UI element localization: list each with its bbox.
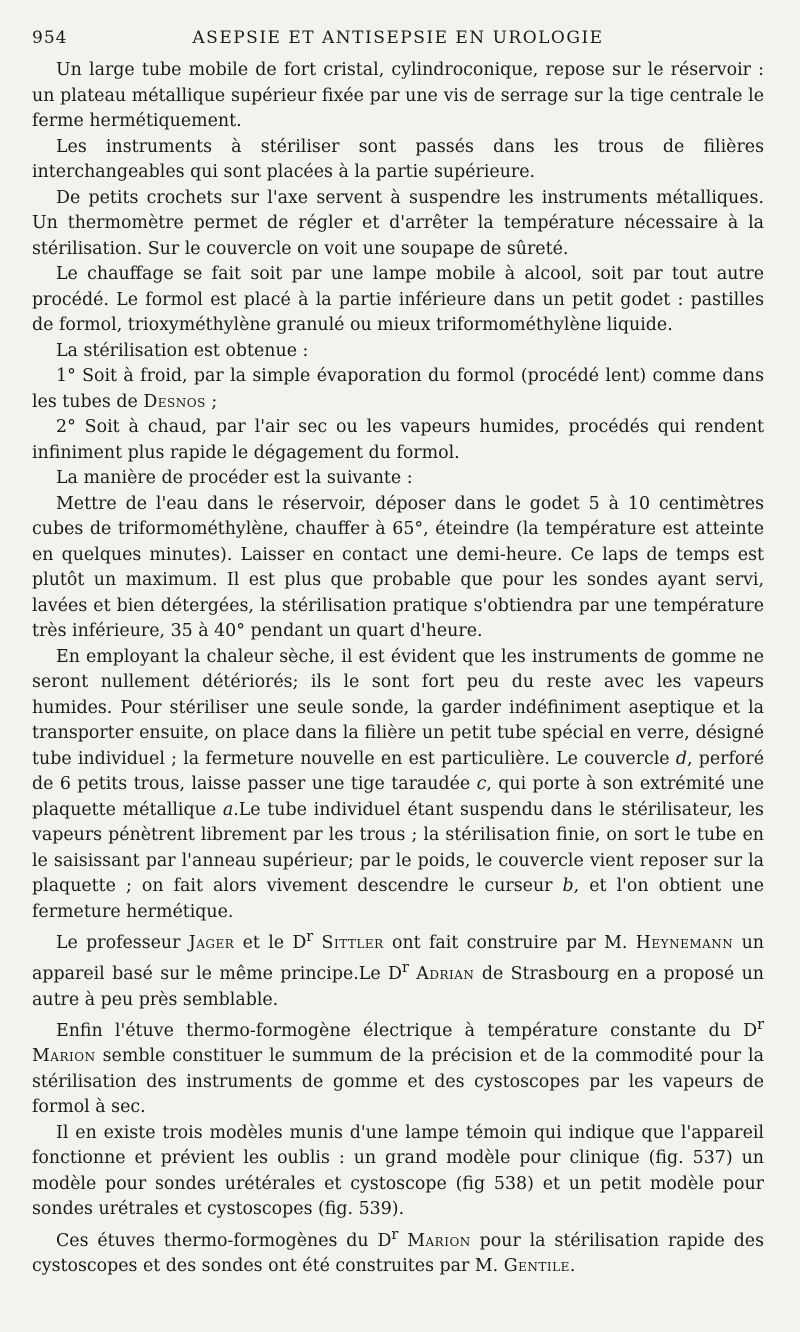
paragraph: 2° Soit à chaud, par l'air sec ou les vapeurs humides, procédés qui rendent infiniment plus rapide le dégagement du formol. (32, 417, 764, 463)
paragraph: La stérilisation est obtenue : (56, 340, 309, 361)
paragraph (32, 645, 764, 926)
author-name: Sittler (321, 932, 384, 953)
author-name: Heynemann (635, 932, 734, 953)
text-run: pour la stérilisation rapide des cystoscopes et des sondes ont été construites par M. (32, 1230, 764, 1277)
text-run: Le professeur (56, 932, 189, 953)
text-run: , et l'on obtient une fermeture hermétique. (32, 876, 765, 922)
text-run: . (569, 1256, 576, 1277)
superscript: r (401, 960, 409, 977)
paragraph: Il en existe trois modèles munis d'une lampe témoin qui indique que l'appareil fonctionne et prévient les oublis : un grand modèle pour clinique (fig. 537) un modèle pour sondes urétérales et cystoscope (fig 538) et un petit modèle pour sondes urétrales et cystoscopes (fig. 539). (32, 1122, 764, 1220)
text-run: 1° Soit à froid, par la simple évaporation du formol (procédé lent) comme dans les tubes de (32, 366, 764, 412)
text-run: ont fait construire par M. (383, 932, 636, 953)
paragraph: Le chauffage se fait soit par une lampe mobile à alcool, soit par tout autre procédé. Le formol est placé à la partie inférieure dans un petit godet : pastilles de formol, trioxyméthylène granulé ou mieux triformométhylène liquide. (32, 264, 764, 335)
paragraph (32, 1223, 764, 1280)
author-name: Gentile (503, 1256, 570, 1277)
text-run: .Le tube individuel étant suspendu dans le stérilisateur, les vapeurs pénètrent librement par les trous ; la stérilisation finie, on sort le tube en le saisissant par l'anneau supérieur; par le poids, le couvercle vient reposer sur la plaquette ; on fait alors vivement descendre le curseur (32, 799, 764, 896)
running-title: ASEPSIE ET ANTISEPSIE EN UROLOGIE (192, 28, 604, 48)
superscript: r (757, 1017, 764, 1034)
text-run: et le D (234, 932, 307, 953)
text-run: ; (205, 391, 218, 412)
author-name: Marion (32, 1046, 96, 1067)
text-run: , perforé de 6 petits trous, laisse passer une tige taraudée (32, 748, 764, 794)
page-number: 954 (32, 28, 68, 48)
author-name: Adrian (416, 964, 475, 985)
paragraph: De petits crochets sur l'axe servent à suspendre les instruments métalliques. Un thermomètre permet de régler et d'arrêter la température nécessaire à la stérilisation. Sur le couvercle on voit une soupape de sûreté. (32, 187, 764, 259)
text-run: semble constituer le summum de la précision et de la commodité pour la stérilisation des instruments de gomme et des cystoscopes par les vapeurs de formol à sec. (32, 1046, 764, 1118)
paragraph: Les instruments à stériliser sont passés dans les trous de filières interchangeables qui sont placées à la partie supérieure. (32, 136, 764, 182)
superscript: r (391, 1226, 399, 1243)
paragraph (32, 1013, 764, 1121)
paragraph: Un large tube mobile de fort cristal, cylindroconique, repose sur le réservoir : un plateau métallique supérieur fixée par une vis de serrage sur la tige centrale le ferme hermétiquement. (32, 60, 764, 131)
paragraph: Mettre de l'eau dans le réservoir, déposer dans le godet 5 à 10 centimètres cubes de triformométhylène, chauffer à 65°, éteindre (la température est atteinte en quelques minutes). Laisser en contact une demi-heure. Ce laps de temps est plutôt un maximum. Il est plus que probable que pour les sondes ayant servi, lavées et bien détergées, la stérilisation pratique s'obtiendra par une température très inférieure, 35 à 40° pendant un quart d'heure. (32, 493, 764, 641)
page-body (32, 58, 764, 1280)
paragraph (32, 925, 764, 1013)
text-run: Ces étuves thermo-formogènes du D (56, 1230, 392, 1251)
figure-letter: d (675, 748, 687, 769)
paragraph: La manière de procéder est la suivante : (56, 468, 413, 488)
superscript: r (306, 929, 314, 945)
author-name: Marion (407, 1230, 471, 1251)
author-name: Desnos (143, 391, 206, 412)
figure-letter: c (476, 774, 487, 794)
text-run: un appareil basé sur le même principe.Le D (32, 932, 764, 985)
text-run: de Strasbourg en a proposé un autre à peu près semblable. (32, 964, 765, 1010)
author-name: Jager (188, 932, 235, 953)
text-run: , qui porte à son extrémité une plaquette métallique (32, 774, 765, 820)
paragraph (32, 364, 764, 415)
page-header (32, 24, 764, 58)
figure-letter: a (222, 799, 234, 820)
figure-letter: b (562, 876, 574, 896)
text-run: Enfin l'étuve thermo-formogène électrique à température constante du D (56, 1020, 758, 1041)
text-run: En employant la chaleur sèche, il est évident que les instruments de gomme ne seront nullement détériorés; ils le sont fort peu du reste avec les vapeurs humides. Pour stériliser une seule sonde, la garder indéfiniment aseptique et la transporter ensuite, on place dans la filière un petit tube spécial en verre, désigné tube individuel ; la fermeture nouvelle en est particulière. Le couvercle (32, 646, 764, 769)
